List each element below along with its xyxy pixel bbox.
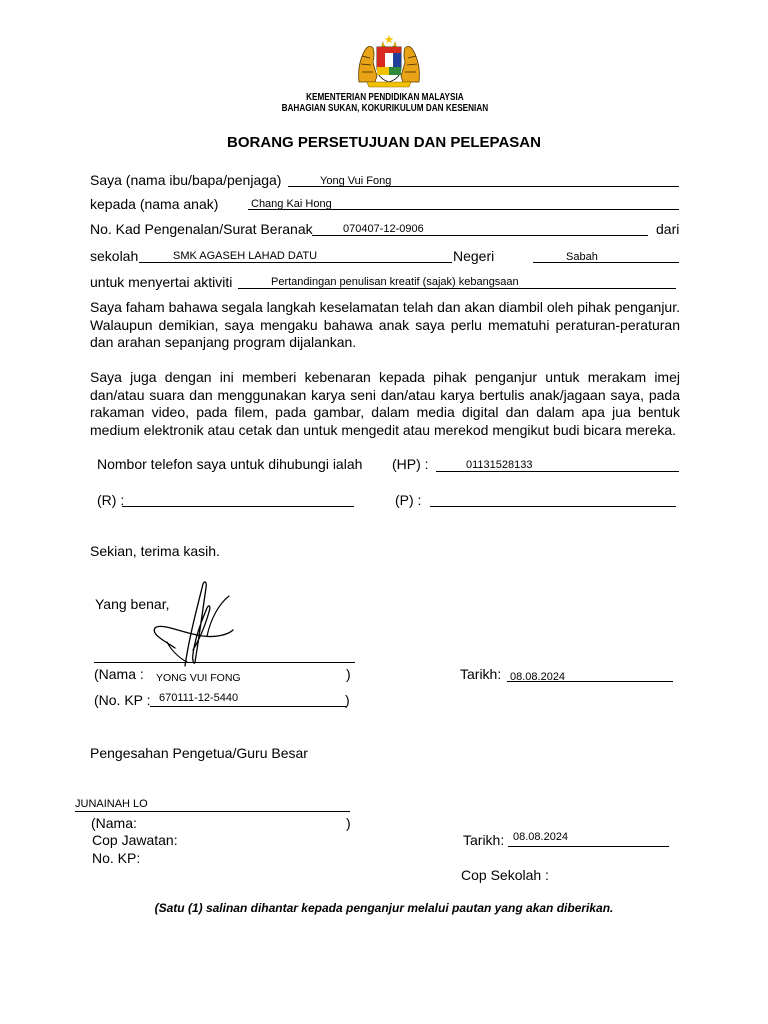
- signer-name-value: YONG VUI FONG: [156, 672, 241, 684]
- principal-date-label: Tarikh:: [463, 832, 505, 848]
- signer-kp-value: 670111-12-5440: [159, 692, 239, 704]
- hp-label: (HP) :: [392, 456, 429, 472]
- state-value: Sabah: [566, 251, 598, 263]
- consent-paragraph-1: Saya faham bahawa segala langkah keselamatan telah dan akan diambil oleh pihak penganjur. Walaupun demikian, saya mengaku bahawa anak saya perlu mematuhi peraturan-peraturan dan arahan sepanjang program dijalankan.: [90, 299, 680, 350]
- contact-label: Nombor telefon saya untuk dihubungi ialah: [97, 456, 363, 472]
- principal-kp-label: No. KP:: [92, 850, 141, 866]
- state-label: Negeri: [453, 248, 495, 264]
- signer-date-label: Tarikh:: [460, 666, 502, 682]
- principal-heading: Pengesahan Pengetua/Guru Besar: [90, 745, 308, 761]
- division-name: BAHAGIAN SUKAN, KOKURIKULUM DAN KESENIAN: [281, 102, 489, 114]
- handwritten-signature: [145, 578, 235, 670]
- yours-text: Yang benar,: [95, 596, 170, 612]
- principal-cop-sekolah: Cop Sekolah :: [461, 867, 549, 883]
- signer-name-close: ): [346, 666, 351, 682]
- signature-line: [94, 662, 355, 663]
- coat-of-arms-logo: [353, 34, 425, 88]
- principal-sign-line: [75, 811, 350, 812]
- ministry-name: KEMENTERIAN PENDIDIKAN MALAYSIA: [306, 91, 464, 103]
- ic-suffix: dari: [656, 221, 680, 237]
- signer-kp-label: (No. KP :: [94, 692, 151, 708]
- principal-name-value: JUNAINAH LO: [75, 798, 148, 810]
- child-label: kepada (nama anak): [90, 196, 219, 212]
- r-label: (R) :: [97, 492, 125, 508]
- consent-paragraph-2: Saya juga dengan ini memberi kebenaran kepada pihak penganjur untuk merakam imej dan/atau suara dan menggunakan karya seni dan/atau karya bertulis anak/jagaan saya, pada rakaman video, pada filem, pada gambar, dalam media digital dan dalam apa jua bentuk medium elektronik atau cetak dan untuk mengedit atau merekod mengikut budi bicara mereka.: [90, 369, 680, 438]
- principal-name-label: (Nama:: [91, 815, 137, 831]
- signer-kp-close: ): [345, 692, 350, 708]
- signer-name-label: (Nama :: [94, 666, 144, 682]
- signer-kp-line: [150, 706, 346, 707]
- form-title: BORANG PERSETUJUAN DAN PELEPASAN: [227, 134, 541, 151]
- signer-date-value: 08.08.2024: [510, 671, 566, 683]
- principal-name-close: ): [346, 815, 351, 831]
- activity-value: Pertandingan penulisan kreatif (sajak) kebangsaan: [271, 276, 519, 288]
- r-line: [122, 506, 354, 507]
- p-line: [430, 506, 676, 507]
- principal-cop-jawatan: Cop Jawatan:: [92, 832, 178, 848]
- ic-value: 070407-12-0906: [343, 223, 424, 235]
- principal-date-value: 08.08.2024: [513, 831, 569, 843]
- parent-value: Yong Vui Fong: [320, 175, 392, 187]
- thanks-text: Sekian, terima kasih.: [90, 543, 220, 559]
- activity-label: untuk menyertai aktiviti: [90, 274, 233, 290]
- school-label: sekolah: [90, 248, 139, 264]
- principal-date-line: [508, 846, 669, 847]
- ic-label: No. Kad Pengenalan/Surat Beranak: [90, 221, 313, 237]
- child-value: Chang Kai Hong: [251, 198, 332, 210]
- hp-value: 01131528133: [466, 459, 533, 471]
- p-label: (P) :: [395, 492, 422, 508]
- school-value: SMK AGASEH LAHAD DATU: [173, 250, 318, 262]
- footer-note: (Satu (1) salinan dihantar kepada penganjur melalui pautan yang akan diberikan.: [154, 901, 614, 915]
- parent-label: Saya (nama ibu/bapa/penjaga): [90, 172, 282, 188]
- state-line: [533, 262, 679, 263]
